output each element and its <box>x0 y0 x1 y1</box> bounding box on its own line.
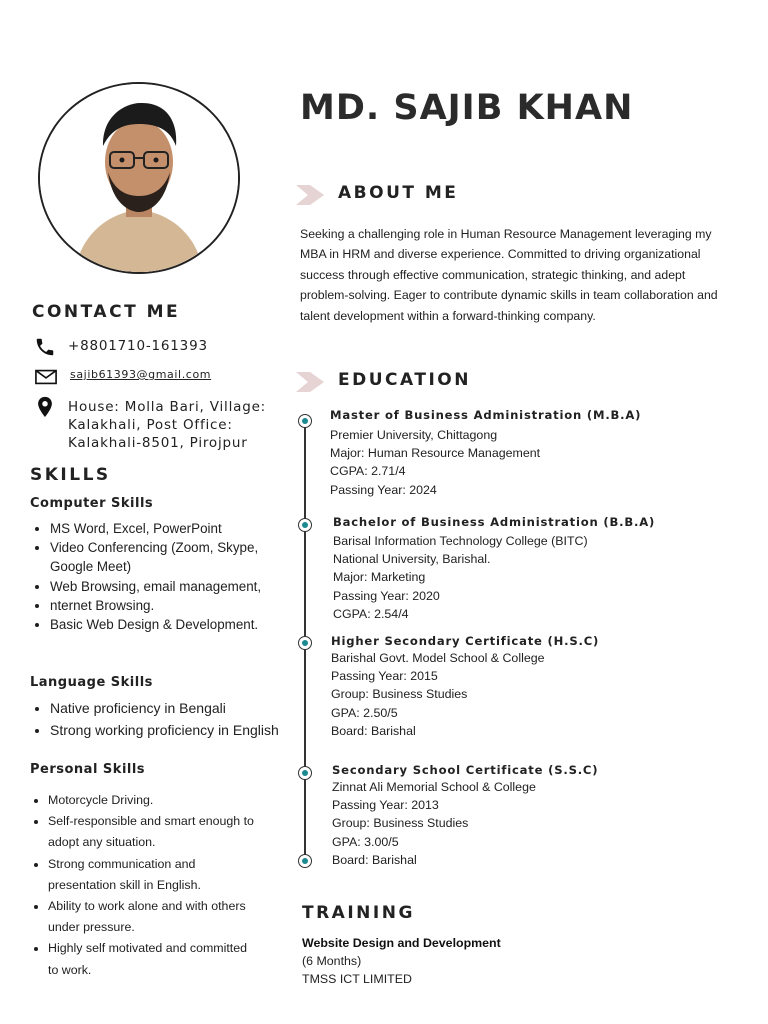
list-item: • Web Browsing, email management, <box>50 577 272 596</box>
computer-skills-list-wrap <box>32 519 272 634</box>
education-title: Secondary School Certificate (S.S.C) <box>332 763 599 777</box>
list-item: • Basic Web Design & Development. <box>50 615 272 634</box>
portrait-illustration <box>40 84 238 272</box>
education-detail: GPA: 3.00/5 <box>332 834 399 849</box>
address-line: Kalakhali, Post Office: <box>68 417 233 433</box>
list-item: • Video Conferencing (Zoom, Skype, Google Meet) <box>50 538 272 576</box>
education-entry <box>333 515 753 623</box>
education-detail: Passing Year: 2013 <box>332 798 439 813</box>
training-title: Website Design and Development <box>302 936 501 950</box>
education-detail: Passing Year: 2024 <box>330 482 437 497</box>
address-line: Kalakhali-8501, Pirojpur <box>68 435 248 451</box>
education-entry <box>330 408 750 499</box>
education-title: Higher Secondary Certificate (H.S.C) <box>331 634 600 648</box>
list-item: • MS Word, Excel, PowerPoint <box>50 519 272 538</box>
training-entry <box>302 934 722 988</box>
profile-photo <box>38 82 240 274</box>
email-link[interactable]: sajib61393@gmail.com <box>70 368 212 381</box>
timeline-dot <box>298 854 312 868</box>
list-item: • Strong working proficiency in English <box>50 719 292 741</box>
personal-skills-list <box>30 790 255 981</box>
contact-heading: CONTACT ME <box>32 302 181 322</box>
contact-email-row <box>34 366 211 388</box>
list-item: • nternet Browsing. <box>50 596 272 615</box>
education-detail: Passing Year: 2015 <box>331 669 438 684</box>
language-skills-heading: Language Skills <box>30 675 153 690</box>
timeline-dot <box>298 636 312 650</box>
education-title: Master of Business Administration (M.B.A) <box>330 408 642 422</box>
education-detail: National University, Barishal. <box>333 552 491 567</box>
candidate-name: MD. SAJIB KHAN <box>300 88 634 128</box>
computer-skills-heading: Computer Skills <box>30 496 154 511</box>
education-detail: Zinnat Ali Memorial School & College <box>332 780 536 794</box>
about-heading: ABOUT ME <box>338 183 459 203</box>
education-detail: Barishal Govt. Model School & College <box>331 651 545 665</box>
list-item: • Ability to work alone and with others under pressure. <box>48 896 255 938</box>
education-detail: Major: Human Resource Management <box>330 446 541 461</box>
skills-heading: SKILLS <box>30 465 111 485</box>
address-line: House: Molla Bari, Village: <box>68 399 267 415</box>
list-item: • Self-responsible and smart enough to adopt any situation. <box>48 811 255 853</box>
education-detail: CGPA: 2.71/4 <box>330 464 406 479</box>
contact-address-row <box>34 396 266 452</box>
list-item: • Motorcycle Driving. <box>48 790 255 811</box>
education-detail: Board: Barishal <box>332 852 417 867</box>
location-pin-icon <box>34 396 56 418</box>
personal-skills-list-wrap <box>30 790 255 981</box>
about-text: Seeking a challenging role in Human Resource Management leveraging my MBA in HRM and diverse experience. Committed to driving organizational success through effective communication, strategic thinking, and adept problem-solving. Eager to contribute dynamic skills in team collaboration and talent development within a forward-thinking company. <box>300 227 718 323</box>
chevron-icon <box>296 185 324 205</box>
education-heading: EDUCATION <box>338 370 471 390</box>
contact-phone-row <box>34 336 208 358</box>
training-duration: (6 Months) <box>302 954 362 968</box>
chevron-icon <box>296 372 324 392</box>
envelope-icon <box>34 366 58 388</box>
training-institute: TMSS ICT LIMITED <box>302 972 412 986</box>
education-title: Bachelor of Business Administration (B.B.A) <box>333 515 656 529</box>
education-detail: Board: Barishal <box>331 723 416 738</box>
phone-icon <box>34 336 56 358</box>
education-detail: Premier University, Chittagong <box>330 428 498 442</box>
timeline-dot <box>298 414 312 428</box>
education-detail: Group: Business Studies <box>331 687 468 702</box>
list-item: • Native proficiency in Bengali <box>50 697 292 719</box>
education-entry <box>332 763 752 869</box>
language-skills-list <box>32 697 292 741</box>
education-entry <box>331 634 751 740</box>
education-detail: Barisal Information Technology College (BITC) <box>333 534 588 548</box>
education-detail: Group: Business Studies <box>332 816 469 831</box>
language-skills-list-wrap <box>32 697 292 741</box>
personal-skills-heading: Personal Skills <box>30 762 146 777</box>
education-detail: CGPA: 2.54/4 <box>333 606 409 621</box>
education-detail: GPA: 2.50/5 <box>331 705 398 720</box>
timeline-dot <box>298 518 312 532</box>
computer-skills-list <box>32 519 272 634</box>
list-item: • Highly self motivated and committed to work. <box>48 938 255 980</box>
education-detail: Major: Marketing <box>333 570 426 585</box>
training-heading: TRAINING <box>302 903 415 923</box>
timeline-dot <box>298 766 312 780</box>
list-item: • Strong communication and presentation skill in English. <box>48 854 255 896</box>
phone-number: +8801710-161393 <box>68 338 208 354</box>
education-detail: Passing Year: 2020 <box>333 588 440 603</box>
